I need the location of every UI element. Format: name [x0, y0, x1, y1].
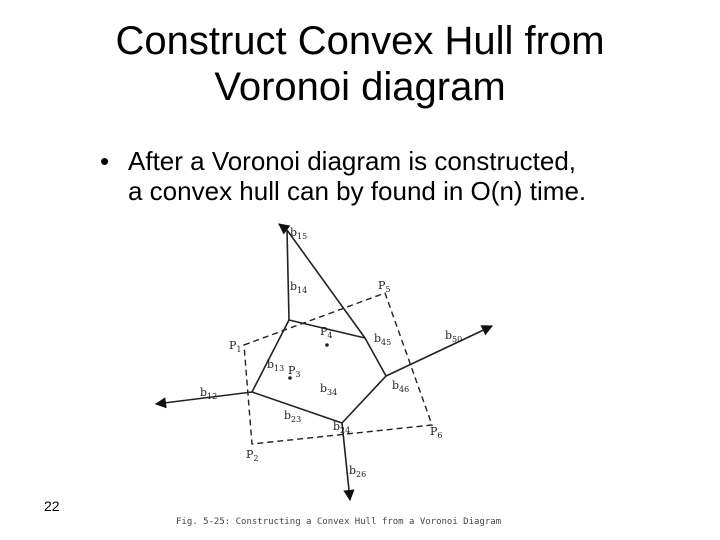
label-b34: $b_{34}$ — [320, 382, 338, 397]
label-b26: $b_{26}$ — [349, 464, 367, 479]
label-p2: $P_2$ — [246, 448, 259, 463]
label-b50: $b_{50}$ — [445, 329, 463, 344]
voronoi-edge — [252, 320, 289, 392]
label-b15: $b_{15}$ — [290, 226, 308, 241]
page-number: 22 — [44, 498, 60, 514]
title-line-2: Voronoi diagram — [214, 65, 506, 109]
bullet-line-2: a convex hull can by found in O(n) time. — [128, 176, 587, 206]
label-b23: $b_{23}$ — [284, 409, 302, 424]
label-p3: $P_3$ — [288, 364, 301, 379]
label-b14: $b_{14}$ — [290, 280, 308, 295]
label-b24: $b_{24}$ — [333, 420, 351, 435]
voronoi-edge — [279, 224, 287, 230]
label-b12: $b_{12}$ — [200, 386, 218, 401]
label-p6: $P_6$ — [430, 425, 443, 440]
figure-labels — [200, 226, 462, 479]
bullet-line-1: After a Voronoi diagram is constructed, — [128, 146, 577, 176]
label-p1: $P_1$ — [229, 339, 242, 354]
label-p5: $P_5$ — [378, 279, 391, 294]
label-b46: $b_{46}$ — [392, 379, 410, 394]
label-b45: $b_{45}$ — [374, 332, 392, 347]
voronoi-edges — [156, 224, 492, 500]
site-point-p4 — [325, 343, 329, 347]
bullet-dot: • — [100, 146, 110, 176]
label-b13: $b_{13}$ — [267, 358, 285, 373]
voronoi-edge — [287, 230, 289, 320]
voronoi-edge — [342, 376, 386, 423]
title-line-1: Construct Convex Hull from — [115, 19, 605, 63]
voronoi-edge — [386, 326, 492, 376]
label-p4: $P_4$ — [320, 325, 333, 340]
figure-caption: Fig. 5-25: Constructing a Convex Hull from a Voronoi Diagram — [176, 517, 502, 527]
